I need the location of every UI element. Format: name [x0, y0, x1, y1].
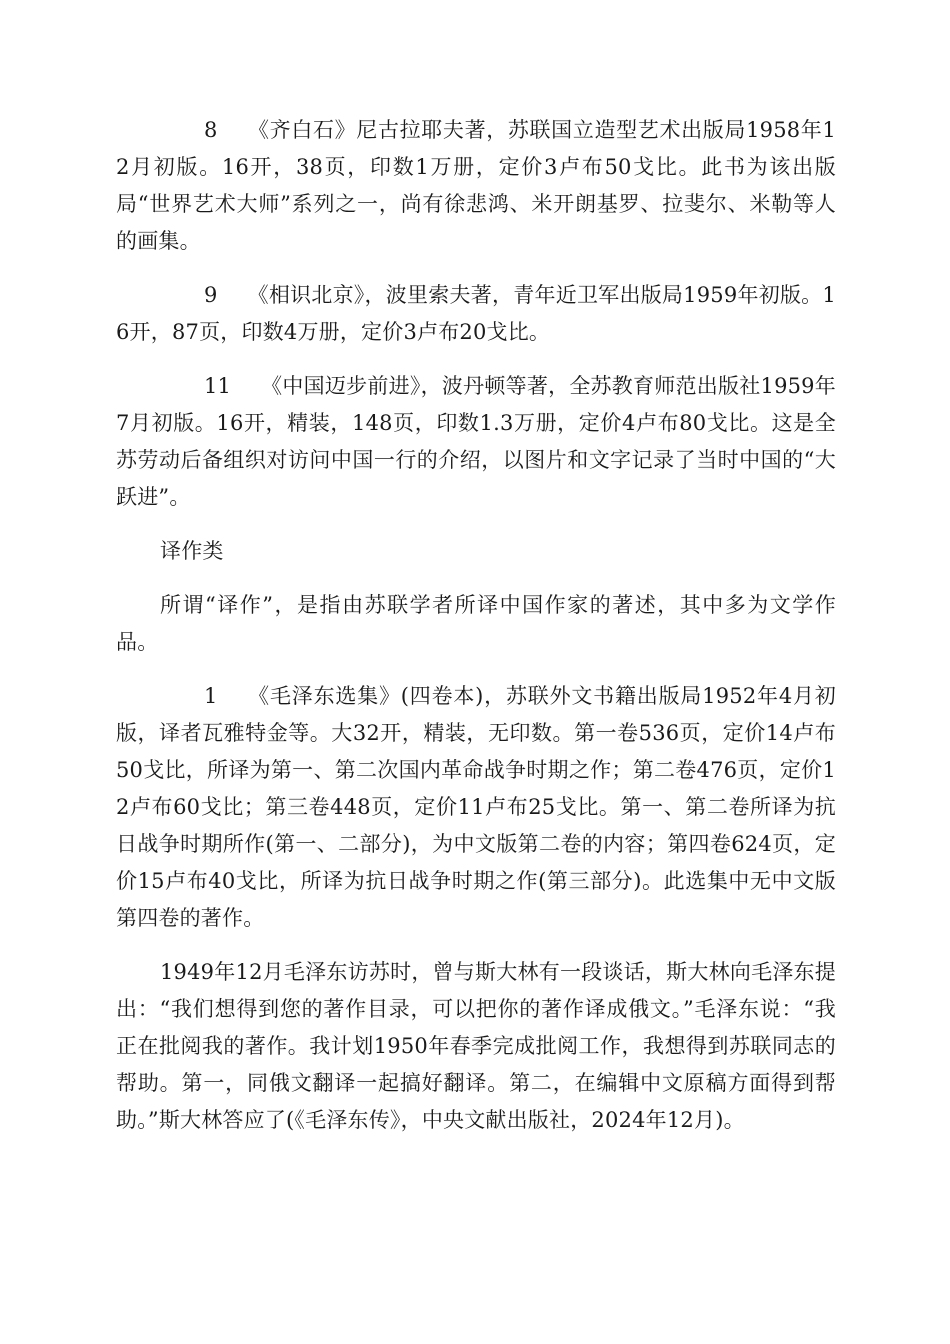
entry-number: 1: [204, 684, 218, 708]
entry-text: 《相识北京》，波里索夫著，青年近卫军出版局1959年初版。16开，87页，印数4万册，定价3卢布20戈比。: [116, 283, 836, 344]
entry-8-paragraph: [116, 112, 836, 260]
section-heading-text: 译作类: [160, 539, 224, 563]
entry-number: 8: [204, 118, 218, 142]
entry-text: 《齐白石》尼古拉耶夫著，苏联国立造型艺术出版局1958年12月初版。16开，38页，印数1万册，定价3卢布50戈比。此书为该出版局“世界艺术大师”系列之一，尚有徐悲鸿、米开朗基罗、拉斐尔、米勒等人的画集。: [116, 118, 836, 253]
entry-number: 11: [204, 374, 232, 398]
section-intro-paragraph: [116, 587, 836, 661]
entry-text: 《中国迈步前进》，波丹顿等著，全苏教育师范出版社1959年7月初版。16开，精装，148页，印数1.3万册，定价4卢布80戈比。这是全苏劳动后备组织对访问中国一行的介绍，以图片和文字记录了当时中国的“大跃进”。: [116, 374, 836, 509]
entry-1-paragraph: [116, 678, 836, 937]
entry-11-paragraph: [116, 368, 836, 516]
paragraph-text: 1949年12月毛泽东访苏时，曾与斯大林有一段谈话，斯大林向毛泽东提出：“我们想得到您的著作目录，可以把你的著作译成俄文。”毛泽东说：“我正在批阅我的著作。我计划1950年春季完成批阅工作，我想得到苏联同志的帮助。第一，同俄文翻译一起搞好翻译。第二，在编辑中文原稿方面得到帮助。”斯大林答应了(《毛泽东传》，中央文献出版社，2024年12月)。: [116, 960, 836, 1132]
paragraph-text: 所谓“译作”，是指由苏联学者所译中国作家的著述，其中多为文学作品。: [116, 593, 836, 654]
section-heading: [116, 533, 836, 570]
entry-number: 9: [204, 283, 218, 307]
document-body: [116, 112, 836, 1139]
context-paragraph: [116, 954, 836, 1139]
entry-text: 《毛泽东选集》(四卷本)，苏联外文书籍出版局1952年4月初版，译者瓦雅特金等。大32开，精装，无印数。第一卷536页，定价14卢布50戈比，所译为第一、第二次国内革命战争时期之作；第二卷476页，定价12卢布60戈比；第三卷448页，定价11卢布25戈比。第一、第二卷所译为抗日战争时期所作(第一、二部分)，为中文版第二卷的内容；第四卷624页，定价15卢布40戈比，所译为抗日战争时期之作(第三部分)。此选集中无中文版第四卷的著作。: [116, 684, 836, 930]
entry-9-paragraph: [116, 277, 836, 351]
